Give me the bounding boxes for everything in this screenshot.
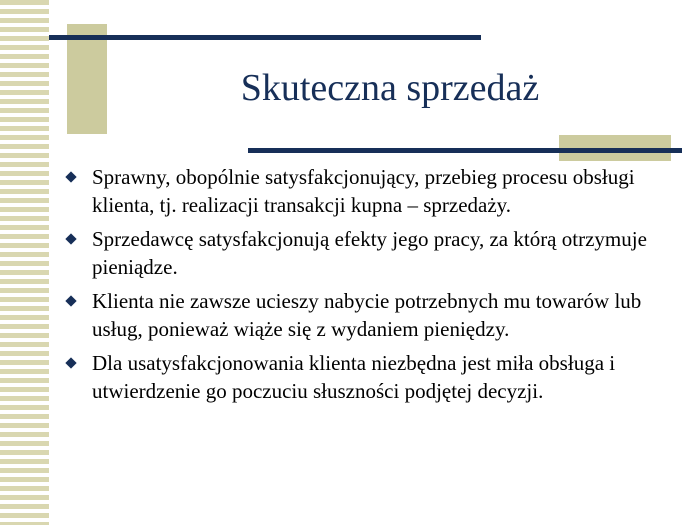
slide-title: Skuteczna sprzedaż — [240, 67, 540, 109]
bottom-navy-rule — [248, 148, 682, 153]
diamond-bullet-icon — [65, 171, 76, 182]
bullet-item — [60, 287, 675, 343]
bullet-text: Sprawny, obopólnie satysfakcjonujący, przebieg procesu obsługi klienta, tj. realizacji transakcji kupna – sprzedaży. — [92, 165, 635, 217]
bullet-item — [60, 349, 675, 405]
bullet-text: Dla usatysfakcjonowania klienta niezbędna jest miła obsługa i utwierdzenie go poczuciu słuszności podjętej decyzji. — [92, 351, 616, 403]
bullet-item — [60, 225, 675, 281]
diamond-bullet-icon — [65, 295, 76, 306]
top-navy-rule — [49, 35, 481, 40]
diamond-bullet-icon — [65, 233, 76, 244]
diamond-bullet-icon — [65, 357, 76, 368]
bullet-list — [60, 163, 675, 411]
bullet-text: Klienta nie zawsze ucieszy nabycie potrzebnych mu towarów lub usług, ponieważ wiąże się z wydaniem pieniędzy. — [92, 289, 642, 341]
left-stripe-decoration — [0, 0, 49, 525]
bullet-text: Sprzedawcę satysfakcjonują efekty jego pracy, za którą otrzymuje pieniądze. — [92, 227, 647, 279]
tan-accent-block-left — [67, 24, 107, 134]
bullet-item — [60, 163, 675, 219]
